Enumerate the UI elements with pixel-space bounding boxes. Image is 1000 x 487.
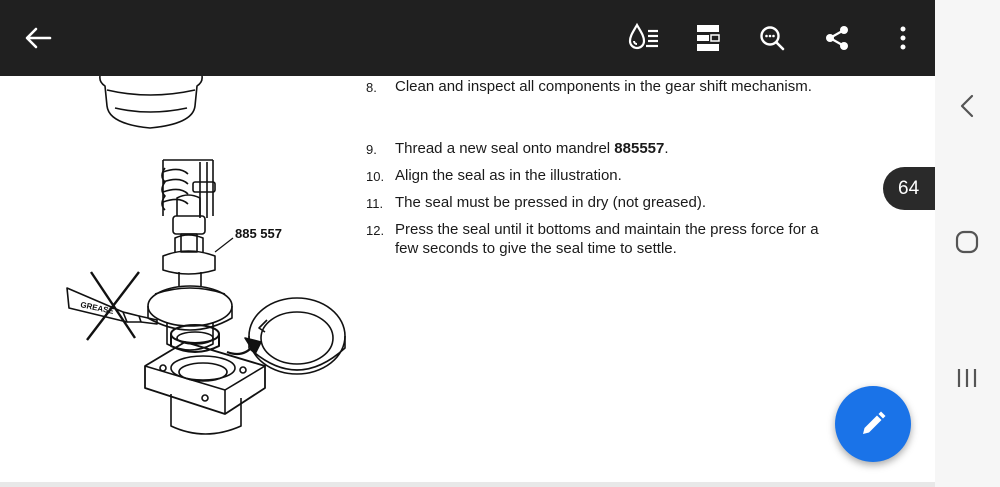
search-button[interactable]: [752, 18, 792, 58]
back-arrow-icon: [24, 26, 52, 50]
app-toolbar: [0, 0, 935, 76]
edit-fab-button[interactable]: [835, 386, 911, 462]
step-number: 8.: [366, 80, 377, 95]
share-icon: [823, 24, 851, 52]
system-back-button[interactable]: [947, 86, 987, 126]
home-icon: [955, 230, 979, 254]
page-layout-icon: [695, 23, 721, 53]
more-options-icon: [899, 25, 907, 51]
step-text: Clean and inspect all components in the gear shift mechanism.: [395, 78, 812, 95]
page-layout-button[interactable]: [688, 18, 728, 58]
search-icon: [758, 24, 786, 52]
step-item: [366, 193, 846, 213]
step-item: [366, 139, 846, 159]
seal-installation-illustration: [55, 76, 365, 482]
document-page[interactable]: [0, 76, 935, 482]
system-navigation-bar: [935, 0, 1000, 487]
step-item: [366, 77, 846, 97]
step-item: [366, 220, 846, 258]
system-home-button[interactable]: [947, 222, 987, 262]
pencil-icon: [858, 409, 888, 439]
step-text: The seal must be pressed in dry (not greased).: [395, 194, 706, 211]
back-button[interactable]: [18, 18, 58, 58]
more-options-button[interactable]: [883, 18, 923, 58]
step-number: 9.: [366, 142, 377, 157]
mandrel-part-number: 885557: [614, 140, 665, 157]
step-text: Thread a new seal onto mandrel 885557.: [395, 140, 669, 157]
grease-label: GREASE: [79, 300, 115, 316]
page-number: 64: [898, 177, 920, 199]
step-number: 10.: [366, 169, 385, 184]
step-number: 12.: [366, 223, 385, 238]
mandrel-part-label: 885 557: [235, 226, 282, 241]
step-number: 11.: [366, 196, 384, 211]
step-text: Press the seal until it bottoms and maintain the press force for a few seconds to give the seal time to settle.: [395, 221, 819, 257]
step-item: [366, 166, 846, 186]
back-chevron-icon: [959, 94, 975, 118]
recents-icon: [956, 367, 978, 389]
system-recents-button[interactable]: [947, 358, 987, 398]
reading-mode-icon: [626, 21, 662, 55]
share-button[interactable]: [817, 18, 857, 58]
page-bottom-edge: [0, 482, 935, 487]
reading-mode-button[interactable]: [624, 18, 664, 58]
step-text: Align the seal as in the illustration.: [395, 167, 622, 184]
